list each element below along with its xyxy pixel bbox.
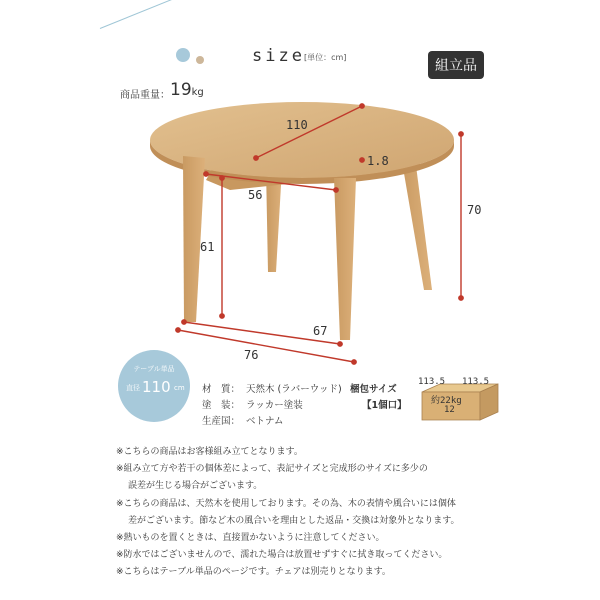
front-right-leg	[334, 178, 356, 340]
note-line: ※こちらはテーブル単品のページです。チェアは別売りとなります。	[116, 567, 391, 578]
package-width: 113.5	[418, 377, 446, 387]
table-size-diameter-value: 110	[142, 378, 171, 396]
dim-leg-span-back-label: 67	[313, 324, 328, 338]
unit-label: [単位：cm]	[304, 53, 347, 62]
spec-finish-value: ラッカー塗装	[246, 400, 303, 411]
weight-unit: kg	[191, 87, 204, 98]
weight-label: 商品重量：	[120, 90, 170, 101]
spec-finish-label: 塗 装：	[202, 400, 241, 411]
table-size-caption: テーブル単品	[133, 365, 175, 373]
size-title: size	[252, 46, 305, 66]
spec-material-value: 天然木 (ラバーウッド)	[246, 384, 342, 395]
dim-height-label: 70	[467, 203, 482, 217]
dim-diameter-label: 110	[286, 118, 308, 132]
dim-apron-label: 56	[248, 188, 263, 202]
spec-origin-label: 生産国：	[202, 416, 241, 427]
package-weight: 約22kg	[431, 396, 462, 406]
dim-line-leg-span-front	[178, 330, 354, 362]
notes-list	[116, 444, 586, 582]
note-line: ※こちらの商品はお客様組み立てとなります。	[116, 447, 303, 457]
table-size-diameter-unit: cm	[174, 384, 185, 392]
note-line: 誤差が生じる場合がございます。	[128, 481, 263, 492]
weight-number: 19	[170, 80, 192, 100]
assembled-badge: 組立品	[428, 51, 484, 79]
dim-leg-height-label: 61	[200, 240, 215, 254]
spec-origin-value: ベトナム	[246, 416, 284, 427]
package-size-label: 梱包サイズ	[350, 384, 397, 395]
table-size-badge	[118, 350, 190, 422]
spec-material-label: 材 質：	[202, 384, 241, 395]
note-line: ※熱いものを置くときは、直接置かないように注意してください。	[116, 533, 385, 544]
front-left-leg	[183, 156, 205, 322]
note-line: ※組み立て方や若干の個体差によって、表記サイズと完成形のサイズに多少の	[116, 464, 428, 475]
dim-thickness-label: 1.8	[367, 154, 389, 168]
package-count: 【1個口】	[362, 400, 407, 411]
package-depth: 113.5	[462, 377, 490, 387]
note-line: ※こちらの商品は、天然木を使用しております。その為、木の表情や風合いには個体	[116, 498, 456, 509]
package-height: 12	[444, 405, 455, 415]
note-line: 差がございます。節など木の風合いを理由とした返品・交換は対象外となります。	[128, 515, 460, 526]
dim-leg-span-front-label: 76	[244, 348, 259, 362]
table-size-diameter-label: 直径	[126, 384, 140, 392]
note-line: ※防水ではございませんので、濡れた場合は放置せずすぐに拭き取ってください。	[116, 550, 448, 561]
